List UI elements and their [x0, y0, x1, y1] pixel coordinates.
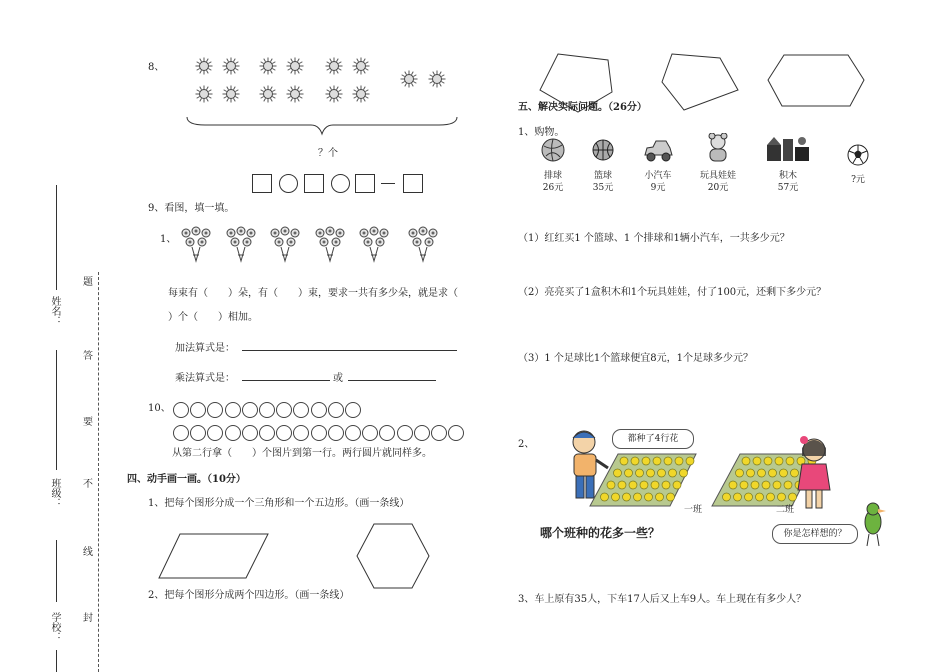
section4-q1: 1、把每个图形分成一个三角形和一个五边形。（画一条线） — [148, 498, 410, 509]
class2-label: 二班 — [776, 505, 795, 515]
sun-icon — [259, 85, 277, 103]
item-name: 玩具娃娃 — [699, 171, 736, 181]
seal-char: 题 — [83, 277, 93, 288]
flower-bouquet-icon — [405, 225, 443, 263]
q9-line1: 每束有（ ）朵，有（ ）束，要求一共有多少朵，就是求（ — [168, 288, 458, 299]
seal-dashed-line — [98, 272, 99, 672]
seal-char: 封 — [83, 613, 93, 624]
answer-box[interactable] — [355, 174, 375, 193]
volleyball-icon — [540, 137, 566, 163]
seal-char: 线 — [83, 547, 93, 558]
counter-ring — [345, 402, 361, 418]
class-line — [56, 350, 57, 470]
bird-icon — [858, 500, 888, 548]
counter-ring — [207, 402, 223, 418]
q8-number: 8、 — [148, 62, 165, 73]
section5-sub1: （1）红红买1 个篮球、1 个排球和1辆小汽车，一共多少元？ — [518, 233, 790, 244]
counter-ring — [293, 402, 309, 418]
flower-bouquet-icon — [356, 225, 394, 263]
shop-item-building-blocks — [762, 133, 814, 194]
item-price: 35元 — [592, 183, 614, 193]
sun-icon — [259, 57, 277, 75]
sun-icon — [352, 57, 370, 75]
answer-box[interactable] — [252, 174, 272, 193]
minus-dash — [381, 183, 395, 184]
q10-text: 从第二行拿（ ）个图片到第一行。两行圆片就同样多。 — [172, 448, 432, 459]
sun-icon — [400, 70, 418, 88]
item-name: 排球 — [543, 171, 562, 181]
shop-item-soccer-ball — [843, 143, 873, 186]
counter-ring — [328, 425, 344, 441]
counter-ring — [190, 425, 206, 441]
counter-ring — [207, 425, 223, 441]
multiplication-answer-line-2[interactable] — [348, 380, 436, 381]
school-line — [56, 540, 57, 602]
counter-ring — [242, 402, 258, 418]
counter-ring — [242, 425, 258, 441]
section5-sub3: （3）1 个足球比1个篮球便宜8元，1个足球多少元？ — [518, 353, 753, 364]
seal-char: 答 — [83, 351, 93, 362]
counter-ring — [173, 425, 189, 441]
seal-char: 不 — [83, 479, 93, 490]
parallelogram-shape[interactable] — [158, 533, 270, 579]
shop-item-basketball — [585, 137, 621, 194]
addition-answer-line[interactable] — [242, 350, 457, 351]
counter-ring — [311, 425, 327, 441]
q9-title: 9、看图，填一填。 — [148, 203, 235, 214]
item-price: 57元 — [777, 183, 799, 193]
counter-ring — [276, 402, 292, 418]
counter-ring — [414, 425, 430, 441]
counter-ring — [293, 425, 309, 441]
item-name: 篮球 — [593, 171, 612, 181]
section4-title: 四、动手画一画。（10分） — [127, 474, 246, 485]
counter-ring — [431, 425, 447, 441]
counter-ring — [311, 402, 327, 418]
item-name: 小汽车 — [644, 171, 672, 181]
soccer-ball-icon — [846, 143, 870, 167]
seal-char: 要 — [83, 417, 93, 428]
addition-label: 加法算式是： — [175, 343, 235, 354]
q8-question-mark: ？个 — [318, 148, 338, 159]
section4-q2: 2、把每个图形分成两个四边形。（画一条线） — [148, 590, 350, 601]
operator-circle[interactable] — [331, 174, 350, 193]
q10-number: 10、 — [148, 403, 171, 414]
counter-ring — [259, 402, 275, 418]
or-text: 或 — [333, 373, 343, 384]
bird-speech-bubble — [772, 524, 858, 544]
item-price: 20元 — [707, 183, 729, 193]
sun-icon — [222, 85, 240, 103]
flower-bouquet-icon — [312, 225, 350, 263]
multiplication-answer-line-1[interactable] — [242, 380, 330, 381]
item-price: 26元 — [542, 183, 564, 193]
q9-sub-number: 1、 — [160, 234, 177, 245]
sun-icon — [195, 57, 213, 75]
sun-icon — [222, 57, 240, 75]
counter-ring — [379, 425, 395, 441]
school-line-2 — [56, 650, 57, 672]
pentagon-shape-2[interactable] — [660, 52, 740, 114]
counter-ring — [276, 425, 292, 441]
hexagon-shape-2[interactable] — [766, 54, 866, 108]
operator-circle[interactable] — [279, 174, 298, 193]
sun-icon — [286, 57, 304, 75]
answer-box[interactable] — [403, 174, 423, 193]
toy-car-icon — [642, 137, 674, 163]
item-price: ?元 — [851, 175, 865, 185]
building-blocks-icon — [765, 133, 811, 163]
multiplication-label: 乘法算式是： — [175, 373, 235, 384]
flower-bouquet-icon — [178, 225, 216, 263]
brace-icon — [185, 115, 460, 137]
hexagon-shape[interactable] — [356, 523, 430, 589]
section5-q2-number: 2、 — [518, 439, 535, 450]
shop-item-toy-car — [638, 137, 678, 194]
girl-icon — [794, 436, 834, 512]
section5-q1-title: 1、购物。 — [518, 127, 565, 138]
counter-ring — [225, 425, 241, 441]
counter-ring — [328, 402, 344, 418]
counter-ring — [173, 402, 189, 418]
section5-sub2: （2）亮亮买了1盒积木和1个玩具娃娃，付了100元，还剩下多少元？ — [518, 287, 827, 298]
sun-icon — [325, 85, 343, 103]
section5-q3: 3、车上原有35人，下车17人后又上车9人。车上现在有多少人？ — [518, 594, 807, 605]
sun-icon — [195, 85, 213, 103]
counter-ring — [362, 425, 378, 441]
name-line — [56, 185, 57, 290]
counter-ring — [448, 425, 464, 441]
item-name: 积木 — [778, 171, 797, 181]
section5-title: 五、解决实际问题。（26分） — [518, 102, 647, 113]
name-label: 姓名： — [49, 296, 60, 326]
sun-icon — [352, 85, 370, 103]
answer-box[interactable] — [304, 174, 324, 193]
class1-label: 一班 — [684, 505, 703, 515]
counter-ring — [259, 425, 275, 441]
item-price: 9元 — [650, 183, 666, 193]
boy-speech-text: 都种了4行花 — [627, 434, 679, 444]
basketball-icon — [590, 137, 616, 163]
bird-speech-text: 你是怎样想的？ — [783, 529, 847, 539]
sun-icon — [428, 70, 446, 88]
class-label: 班级： — [49, 478, 60, 508]
sun-icon — [325, 57, 343, 75]
counter-ring — [225, 402, 241, 418]
sun-icon — [286, 85, 304, 103]
shop-item-toy-doll — [696, 133, 740, 194]
flower-bed-1 — [588, 452, 698, 510]
counter-ring — [345, 425, 361, 441]
boy-speech-bubble — [612, 429, 694, 449]
flower-bouquet-icon — [223, 225, 261, 263]
q9-line2: ）个（ ）相加。 — [168, 312, 258, 323]
flower-question: 哪个班种的花多一些？ — [540, 526, 661, 540]
counter-ring — [190, 402, 206, 418]
flower-bouquet-icon — [267, 225, 305, 263]
counter-ring — [397, 425, 413, 441]
shop-item-volleyball — [534, 137, 572, 194]
school-label: 学校： — [49, 612, 60, 642]
toy-doll-icon — [704, 133, 732, 163]
